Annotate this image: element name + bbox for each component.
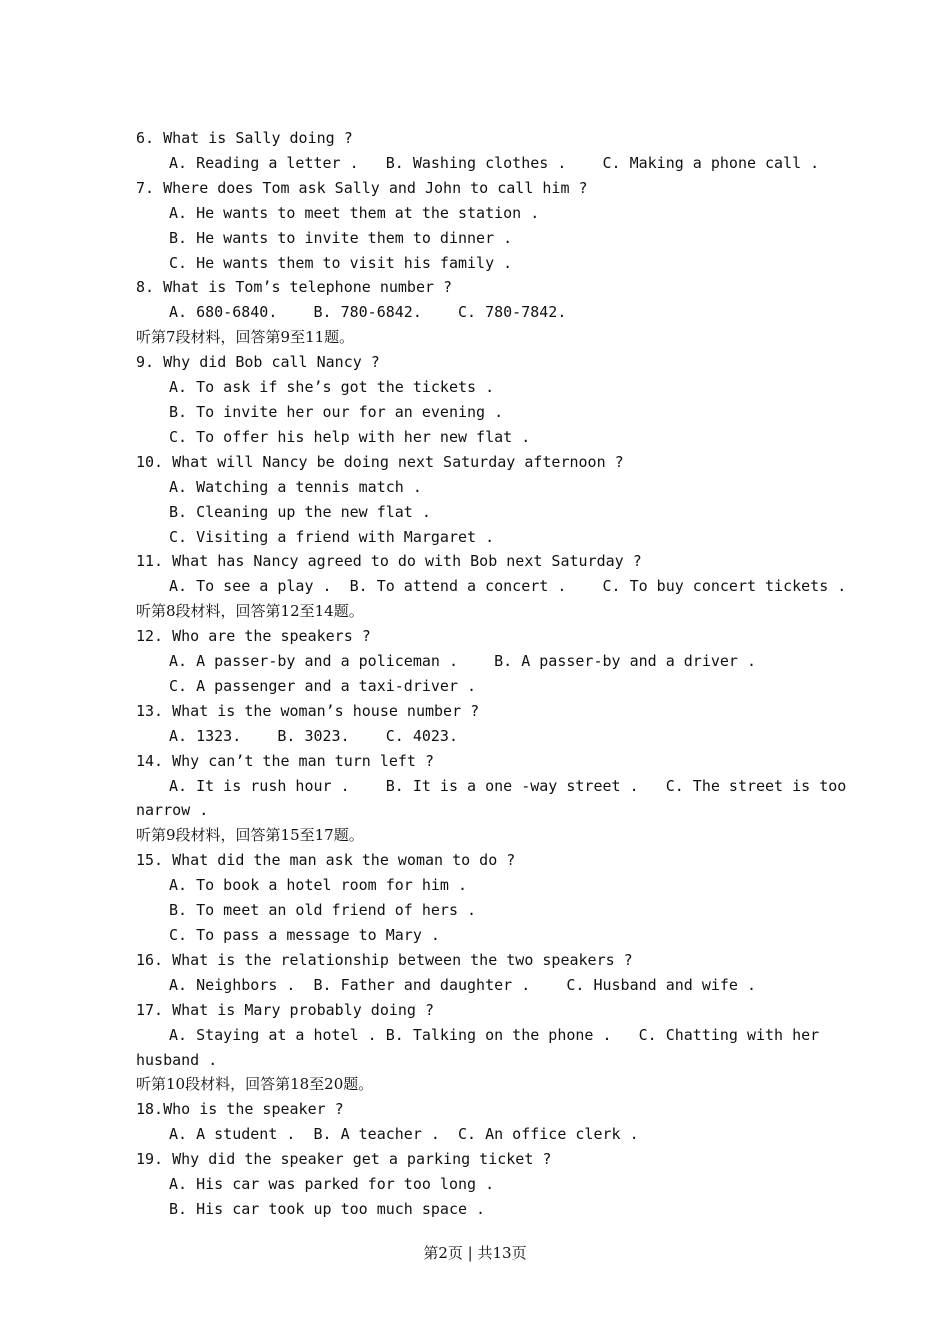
question-line: 11. What has Nancy agreed to do with Bob next Saturday ?: [136, 552, 642, 571]
answer-option-line: C. To pass a message to Mary .: [169, 926, 440, 944]
continuation-line: husband .: [136, 1050, 218, 1069]
question-line: 14. Why can’t the man turn left ?: [136, 751, 435, 770]
continuation-line: narrow .: [136, 801, 209, 820]
exam-content: [136, 126, 847, 1222]
answer-option-line: A. He wants to meet them at the station .: [169, 203, 540, 222]
answer-option-line: A. A passer-by and a policeman . B. A passer-by and a driver .: [169, 652, 756, 671]
answer-option-line: C. He wants them to visit his family .: [169, 253, 513, 272]
question-line: 8. What is Tom’s telephone number ?: [136, 278, 453, 297]
question-line: 13. What is the woman’s house number ?: [136, 701, 480, 720]
answer-option-line: C. To offer his help with her new flat .: [169, 427, 531, 446]
answer-option-line: B. Cleaning up the new flat .: [169, 502, 431, 521]
answer-option-line: A. Staying at a hotel . B. Talking on the phone . C. Chatting with her: [169, 1025, 820, 1044]
answer-option-line: A. 1323. B. 3023. C. 4023.: [169, 726, 458, 745]
answer-option-line: A. Watching a tennis match .: [169, 477, 422, 496]
section-header: 听第10段材料，回答第18至20题。: [136, 1075, 374, 1094]
answer-option-line: B. To invite her our for an evening .: [169, 402, 504, 421]
answer-option-line: A. Neighbors . B. Father and daughter . C. Husband and wife .: [169, 975, 756, 994]
answer-option-line: A. His car was parked for too long .: [169, 1175, 495, 1194]
section-header: 听第8段材料，回答第12至14题。: [136, 602, 364, 621]
answer-option-line: A. A student . B. A teacher . C. An office clerk .: [169, 1125, 639, 1144]
question-line: 18.Who is the speaker ?: [136, 1100, 344, 1119]
answer-option-line: C. A passenger and a taxi-driver .: [169, 676, 477, 695]
question-line: 16. What is the relationship between the two speakers ?: [136, 950, 633, 969]
section-header: 听第9段材料，回答第15至17题。: [136, 826, 364, 845]
question-line: 7. Where does Tom ask Sally and John to call him ?: [136, 178, 588, 197]
section-header: 听第7段材料，回答第9至11题。: [136, 328, 355, 347]
question-line: 9. Why did Bob call Nancy ?: [136, 353, 380, 372]
question-line: 15. What did the man ask the woman to do ?: [136, 851, 516, 870]
question-line: 10. What will Nancy be doing next Saturday afternoon ?: [136, 452, 624, 471]
answer-option-line: B. To meet an old friend of hers .: [169, 901, 477, 920]
answer-option-line: A. To ask if she’s got the tickets .: [169, 378, 495, 397]
answer-option-line: A. To see a play . B. To attend a concert . C. To buy concert tickets .: [169, 577, 847, 596]
answer-option-line: A. It is rush hour . B. It is a one -way street . C. The street is too: [169, 776, 847, 795]
answer-option-line: A. Reading a letter . B. Washing clothes . C. Making a phone call .: [169, 153, 820, 172]
question-line: 6. What is Sally doing ?: [136, 129, 353, 147]
answer-option-line: A. To book a hotel room for him .: [169, 876, 468, 895]
answer-option-line: C. Visiting a friend with Margaret .: [169, 527, 495, 546]
question-line: 12. Who are the speakers ?: [136, 627, 371, 646]
answer-option-line: B. His car took up too much space .: [169, 1199, 486, 1218]
question-line: 19. Why did the speaker get a parking ticket ?: [136, 1150, 552, 1169]
answer-option-line: B. He wants to invite them to dinner .: [169, 228, 513, 247]
question-line: 17. What is Mary probably doing ?: [136, 1000, 435, 1019]
page-footer: 第2页 | 共13页: [423, 1244, 527, 1262]
answer-option-line: A. 680-6840. B. 780-6842. C. 780-7842.: [169, 303, 567, 322]
